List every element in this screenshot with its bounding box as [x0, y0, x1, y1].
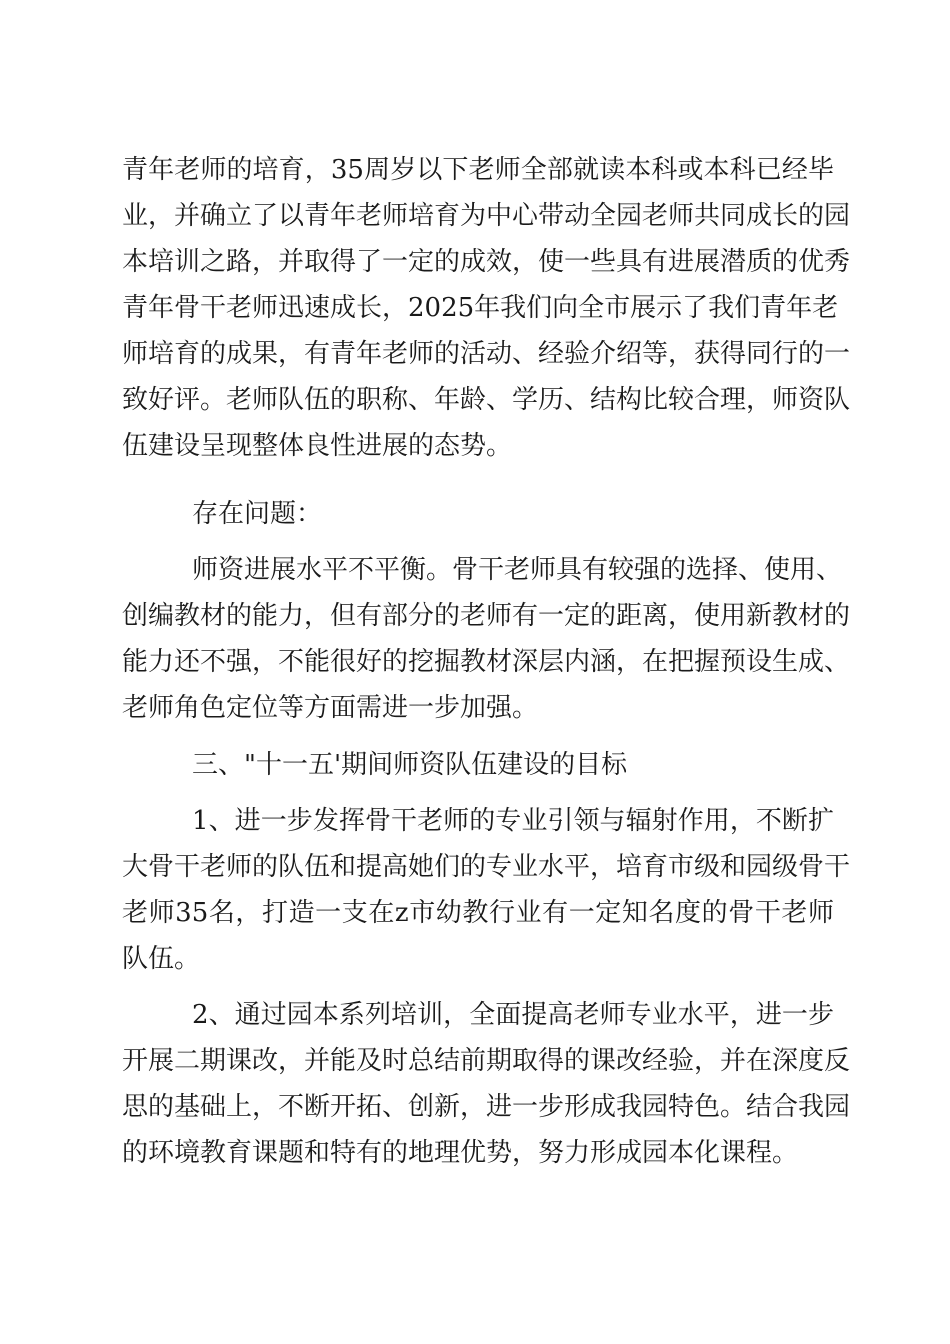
- paragraph-line: 开展二期课改，并能及时总结前期取得的课改经验，并在深度反: [122, 1046, 851, 1076]
- section-heading: 存在问题：: [192, 499, 323, 529]
- paragraph-line: 2、通过园本系列培训，全面提高老师专业水平，进一步: [192, 1000, 834, 1030]
- paragraph-line: 大骨干老师的队伍和提高她们的专业水平，培育市级和园级骨干: [122, 852, 851, 882]
- paragraph-line: 致好评。老师队伍的职称、年龄、学历、结构比较合理，师资队: [122, 385, 851, 415]
- paragraph-line: 本培训之路，并取得了一定的成效，使一些具有进展潜质的优秀: [122, 247, 851, 277]
- paragraph-line: 师资进展水平不平衡。骨干老师具有较强的选择、使用、: [192, 555, 843, 585]
- paragraph-line: 创编教材的能力，但有部分的老师有一定的距离，使用新教材的: [122, 601, 851, 631]
- paragraph-line: 青年老师的培育，35周岁以下老师全部就读本科或本科已经毕: [122, 155, 834, 185]
- paragraph-line: 思的基础上，不断开拓、创新，进一步形成我园特色。结合我园: [122, 1092, 851, 1122]
- paragraph-line: 队伍。: [122, 944, 201, 974]
- paragraph-line: 业，并确立了以青年老师培育为中心带动全园老师共同成长的园: [122, 201, 851, 231]
- paragraph-line: 老师角色定位等方面需进一步加强。: [122, 693, 539, 723]
- paragraph-line: 青年骨干老师迅速成长，2025年我们向全市展示了我们青年老: [122, 293, 839, 323]
- paragraph-line: 1、进一步发挥骨干老师的专业引领与辐射作用，不断扩: [192, 806, 834, 836]
- paragraph-line: 能力还不强，不能很好的挖掘教材深层内涵，在把握预设生成、: [122, 647, 851, 677]
- paragraph-line: 伍建设呈现整体良性进展的态势。: [122, 431, 513, 461]
- paragraph-line: 老师35名，打造一支在z市幼教行业有一定知名度的骨干老师: [122, 898, 834, 928]
- paragraph-line: 师培育的成果，有青年老师的活动、经验介绍等，获得同行的一: [122, 339, 851, 369]
- section-heading: 三、"十一五'期间师资队伍建设的目标: [192, 750, 628, 780]
- paragraph-line: 的环境教育课题和特有的地理优势，努力形成园本化课程。: [122, 1138, 799, 1168]
